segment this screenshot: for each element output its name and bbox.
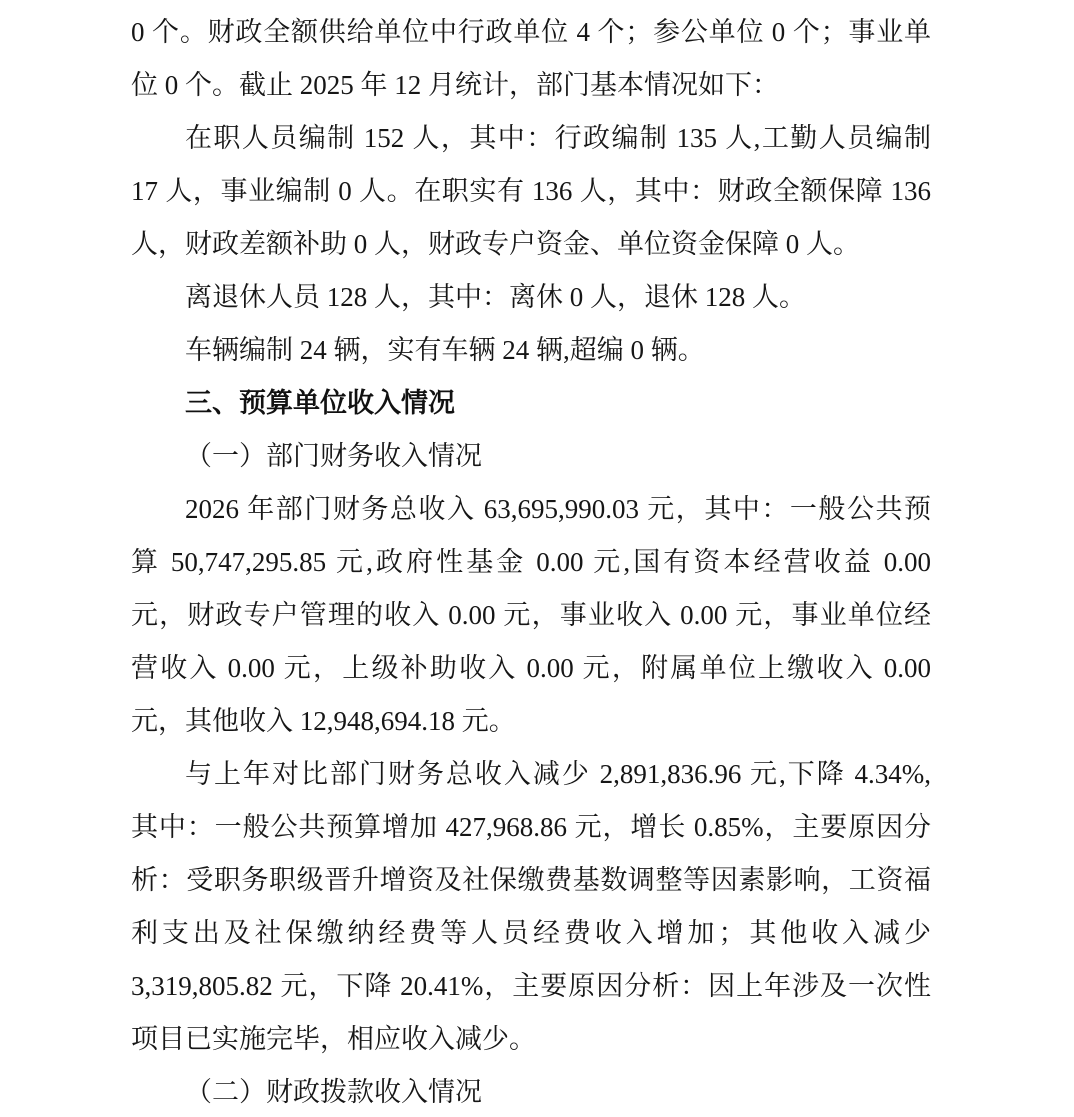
text-line: 其中：一般公共预算增加 427,968.86 元，增长 0.85%，主要原因分 [131, 812, 931, 842]
text-line: 17 人，事业编制 0 人。在职实有 136 人，其中：财政全额保障 136 [131, 176, 931, 206]
text-line: 元，其他收入 12,948,694.18 元。 [131, 706, 516, 736]
text-line: 元，财政专户管理的收入 0.00 元，事业收入 0.00 元，事业单位经 [131, 600, 931, 630]
text-line: 2026 年部门财务总收入 63,695,990.03 元，其中：一般公共预 [185, 494, 931, 524]
text-line: 位 0 个。截止 2025 年 12 月统计，部门基本情况如下： [131, 70, 779, 100]
subsection-heading: （一）部门财务收入情况 [185, 441, 482, 471]
text-line: 利支出及社保缴纳经费等人员经费收入增加；其他收入减少 [131, 918, 931, 948]
section-heading: 三、预算单位收入情况 [185, 388, 455, 418]
text-line: 算 50,747,295.85 元,政府性基金 0.00 元,国有资本经营收益 0.00 [131, 547, 931, 577]
subsection-heading: （二）财政拨款收入情况 [185, 1077, 482, 1107]
text-line: 3,319,805.82 元，下降 20.41%，主要原因分析：因上年涉及一次性 [131, 971, 931, 1001]
text-line: 营收入 0.00 元，上级补助收入 0.00 元，附属单位上缴收入 0.00 [131, 653, 931, 683]
text-line: 0 个。财政全额供给单位中行政单位 4 个；参公单位 0 个；事业单 [131, 17, 931, 47]
document-body [131, 6, 931, 1117]
text-line: 车辆编制 24 辆，实有车辆 24 辆,超编 0 辆。 [185, 335, 705, 365]
text-line: 与上年对比部门财务总收入减少 2,891,836.96 元,下降 4.34%, [185, 759, 931, 789]
text-line: 项目已实施完毕，相应收入减少。 [131, 1024, 536, 1054]
text-line: 在职人员编制 152 人，其中：行政编制 135 人,工勤人员编制 [185, 123, 931, 153]
text-line: 人，财政差额补助 0 人，财政专户资金、单位资金保障 0 人。 [131, 229, 860, 259]
text-line: 析：受职务职级晋升增资及社保缴费基数调整等因素影响，工资福 [131, 865, 931, 895]
text-line: 离退休人员 128 人，其中：离休 0 人，退休 128 人。 [185, 282, 806, 312]
